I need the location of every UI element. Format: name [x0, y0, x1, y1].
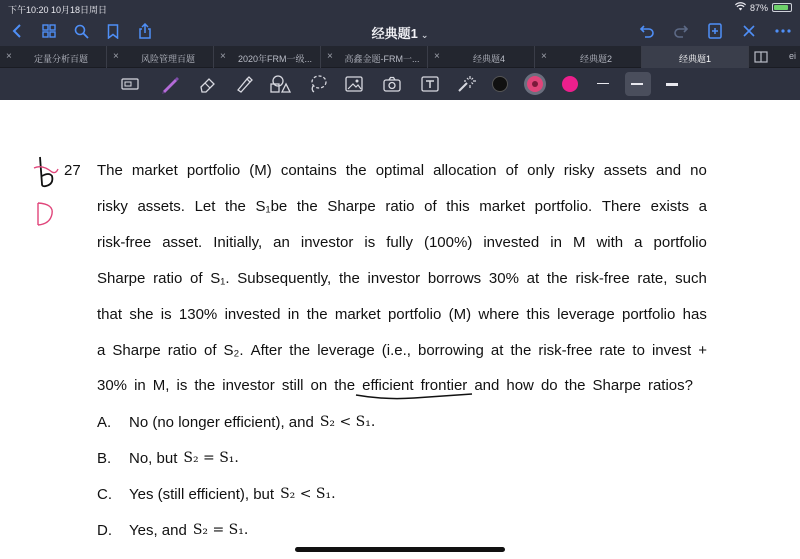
handwritten-answer-d: [34, 200, 56, 228]
undo-icon[interactable]: [636, 20, 658, 42]
question-line-1: [97, 162, 707, 179]
question-word: Sharpe: [327, 198, 376, 215]
question-word: the: [345, 162, 367, 179]
question-line-5: [97, 306, 707, 323]
question-word: assets: [603, 162, 647, 179]
question-word: in: [134, 377, 146, 394]
question-word: a: [97, 342, 106, 359]
question-word: efficient: [362, 377, 414, 394]
question-word: borrows: [427, 270, 482, 287]
question-word: investor: [300, 234, 354, 251]
question-word: +: [698, 342, 707, 359]
question-word: fully: [386, 234, 413, 251]
tab-overflow[interactable]: ei: [788, 51, 796, 61]
option-a-math: S₂ < S₁.: [319, 414, 376, 430]
add-page-icon[interactable]: [704, 20, 726, 42]
question-number: 27: [64, 162, 81, 179]
question-word: optimal: [375, 162, 425, 179]
question-word: at: [526, 270, 540, 287]
question-word: this: [526, 306, 550, 323]
tab-6-active[interactable]: 经典题1: [642, 46, 749, 68]
question-word: the: [306, 306, 328, 323]
question-word: M: [572, 234, 586, 251]
laser-pointer-icon[interactable]: [454, 72, 478, 96]
question-word: the: [338, 270, 360, 287]
question-word: Initially,: [213, 234, 263, 251]
question-word: risk-free: [575, 270, 630, 287]
question-word: risk-free: [97, 234, 152, 251]
question-word: frontier: [420, 377, 468, 394]
question-word: portfolio: [621, 306, 676, 323]
question-word: has: [682, 306, 707, 323]
question-word: portfolio: [186, 162, 241, 179]
question-word: the: [225, 198, 246, 215]
option-c-letter: C.: [97, 486, 112, 503]
question-word: to: [632, 342, 645, 359]
question-line-4: [97, 270, 707, 287]
option-b-letter: B.: [97, 450, 112, 467]
question-word: risk-free: [538, 342, 593, 359]
tab-close-icon[interactable]: ×: [113, 51, 119, 62]
chevron-down-icon: ⌄: [420, 30, 429, 40]
read-mode-icon[interactable]: [118, 72, 142, 96]
question-word: the: [334, 377, 356, 394]
question-word: (100%): [423, 234, 473, 251]
option-b-math: S₂ = S₁.: [183, 450, 239, 466]
question-line-6: [97, 342, 707, 359]
question-word: rate: [599, 342, 626, 359]
question-word: of: [190, 270, 203, 287]
question-word: how: [506, 377, 534, 394]
question-word: an: [273, 234, 290, 251]
close-icon[interactable]: [738, 20, 760, 42]
question-word: M,: [152, 377, 170, 394]
question-word: market: [479, 198, 526, 215]
question-word: S₁be: [255, 198, 288, 215]
question-word: market: [334, 306, 381, 323]
tab-close-icon[interactable]: ×: [6, 51, 12, 62]
question-word: 130%: [178, 306, 218, 323]
question-word: of: [204, 342, 217, 359]
image-icon[interactable]: [342, 72, 366, 96]
question-word: no: [690, 162, 707, 179]
question-word: ratio: [385, 198, 415, 215]
color-swatch-pink-selected[interactable]: [527, 76, 543, 92]
tab-close-icon[interactable]: ×: [541, 51, 547, 62]
tab-5[interactable]: × 经典题2: [535, 46, 642, 68]
tab-3[interactable]: × 高鑫金题-FRM一...: [321, 46, 428, 68]
question-line-3: [97, 234, 707, 251]
question-word: Let: [194, 198, 216, 215]
question-word: invested: [224, 306, 281, 323]
question-word: at: [490, 342, 504, 359]
stroke-thick-option[interactable]: [666, 83, 678, 86]
question-word: the: [564, 377, 586, 394]
question-word: (M): [249, 162, 272, 179]
question-word: (M): [448, 306, 472, 323]
document-title[interactable]: 经典题1 ⌄: [371, 26, 429, 41]
redo-icon[interactable]: [670, 20, 692, 42]
question-word: S₂.: [223, 342, 244, 359]
question-word: ratio: [153, 270, 183, 287]
split-view-icon[interactable]: [754, 50, 770, 64]
question-word: exists: [650, 198, 689, 215]
tab-close-icon[interactable]: ×: [434, 51, 440, 62]
question-word: the: [296, 198, 318, 215]
tab-0[interactable]: × 定量分析百题: [0, 46, 107, 68]
option-a-letter: A.: [97, 414, 112, 431]
option-a[interactable]: [97, 414, 707, 431]
tab-4[interactable]: × 经典题4: [428, 46, 535, 68]
question-word: the: [510, 342, 532, 359]
question-word: contains: [280, 162, 337, 179]
option-d-math: S₂ = S₁.: [192, 522, 249, 538]
option-c-math: S₂ < S₁.: [280, 486, 336, 502]
annotation-toolbar: [0, 68, 800, 100]
question-word: investor: [367, 270, 421, 287]
color-swatch-magenta[interactable]: [562, 76, 578, 92]
question-word: ratio: [167, 342, 197, 359]
text-icon[interactable]: [418, 72, 442, 96]
tab-bar: [0, 46, 800, 68]
battery-percent: 87%: [749, 2, 768, 13]
question-word: of: [505, 162, 519, 179]
pen-icon[interactable]: [158, 72, 182, 96]
question-word: only: [527, 162, 555, 179]
wifi-icon: [735, 2, 746, 13]
option-d[interactable]: [97, 522, 707, 539]
question-word: There: [601, 198, 642, 215]
camera-icon[interactable]: [380, 72, 404, 96]
question-word: on: [310, 377, 328, 394]
question-word: assets.: [137, 198, 185, 215]
question-word: investor: [222, 377, 275, 394]
question-word: she: [129, 306, 154, 323]
question-word: in: [550, 234, 562, 251]
option-d-letter: D.: [97, 522, 112, 539]
question-word: such: [675, 270, 707, 287]
question-word: still: [281, 377, 304, 394]
question-word: allocation: [433, 162, 497, 179]
option-a-text: No (no longer efficient), and: [129, 414, 314, 431]
question-word: risky: [97, 198, 128, 215]
question-word: the: [289, 342, 311, 359]
stroke-thin-option[interactable]: [597, 83, 609, 84]
question-word: ratios?: [647, 377, 693, 394]
option-d-text: Yes, and: [129, 522, 187, 539]
question-word: and: [474, 377, 500, 394]
question-word: 30%: [97, 377, 128, 394]
option-c[interactable]: [97, 486, 707, 503]
handwritten-underline: [354, 391, 474, 401]
home-indicator[interactable]: [295, 547, 505, 552]
question-word: with: [596, 234, 624, 251]
question-word: Sharpe: [97, 270, 146, 287]
question-word: portfolio: [387, 306, 442, 323]
question-word: is: [364, 234, 376, 251]
question-word: a: [634, 234, 643, 251]
navigation-bar: [0, 16, 800, 46]
question-word: Sharpe: [592, 377, 641, 394]
question-word: 30%: [488, 270, 519, 287]
question-word: portfolio.: [534, 198, 593, 215]
color-swatch-black[interactable]: [492, 76, 508, 92]
question-word: invested: [483, 234, 540, 251]
option-b-text: No, but: [129, 450, 178, 467]
question-word: the: [194, 377, 216, 394]
question-word: that: [97, 306, 123, 323]
question-word: this: [446, 198, 470, 215]
question-word: market: [131, 162, 178, 179]
question-word: The: [97, 162, 123, 179]
more-icon[interactable]: [772, 20, 794, 42]
question-word: leverage: [557, 306, 615, 323]
question-word: in: [287, 306, 300, 323]
question-word: a: [698, 198, 707, 215]
question-word: of: [424, 198, 437, 215]
lasso-icon[interactable]: [306, 72, 330, 96]
option-c-text: Yes (still efficient), but: [129, 486, 275, 503]
question-word: risky: [563, 162, 595, 179]
question-word: borrowing: [417, 342, 484, 359]
question-word: invest: [651, 342, 692, 359]
status-time: 下午10:20 10月18日周日: [8, 5, 108, 15]
question-word: Sharpe: [112, 342, 161, 359]
question-word: (i.e.,: [381, 342, 411, 359]
question-word: portfolio: [653, 234, 707, 251]
shapes-icon[interactable]: [268, 72, 292, 96]
document-page[interactable]: [0, 100, 800, 559]
status-bar: [0, 0, 800, 16]
question-word: S₁.: [210, 270, 230, 287]
eraser-icon[interactable]: [196, 72, 220, 96]
tab-1[interactable]: × 风险管理百题: [107, 46, 214, 68]
stroke-medium-line: [631, 83, 643, 85]
question-word: and: [656, 162, 682, 179]
question-word: is: [160, 306, 172, 323]
question-word: leverage: [317, 342, 375, 359]
question-word: the: [546, 270, 568, 287]
question-word: is: [176, 377, 188, 394]
tab-2[interactable]: × 2020年FRM一级...: [214, 46, 321, 68]
handwritten-mark: [32, 154, 60, 190]
tab-close-icon[interactable]: ×: [220, 51, 226, 62]
question-word: rate,: [637, 270, 668, 287]
battery-icon: [772, 3, 792, 12]
question-word: asset.: [162, 234, 203, 251]
option-b[interactable]: [97, 450, 707, 467]
question-word: do: [540, 377, 558, 394]
question-line-2: [97, 198, 707, 215]
highlighter-icon[interactable]: [232, 72, 256, 96]
question-word: After: [250, 342, 283, 359]
tab-close-icon[interactable]: ×: [327, 51, 333, 62]
question-word: Subsequently,: [237, 270, 332, 287]
question-word: where: [478, 306, 520, 323]
